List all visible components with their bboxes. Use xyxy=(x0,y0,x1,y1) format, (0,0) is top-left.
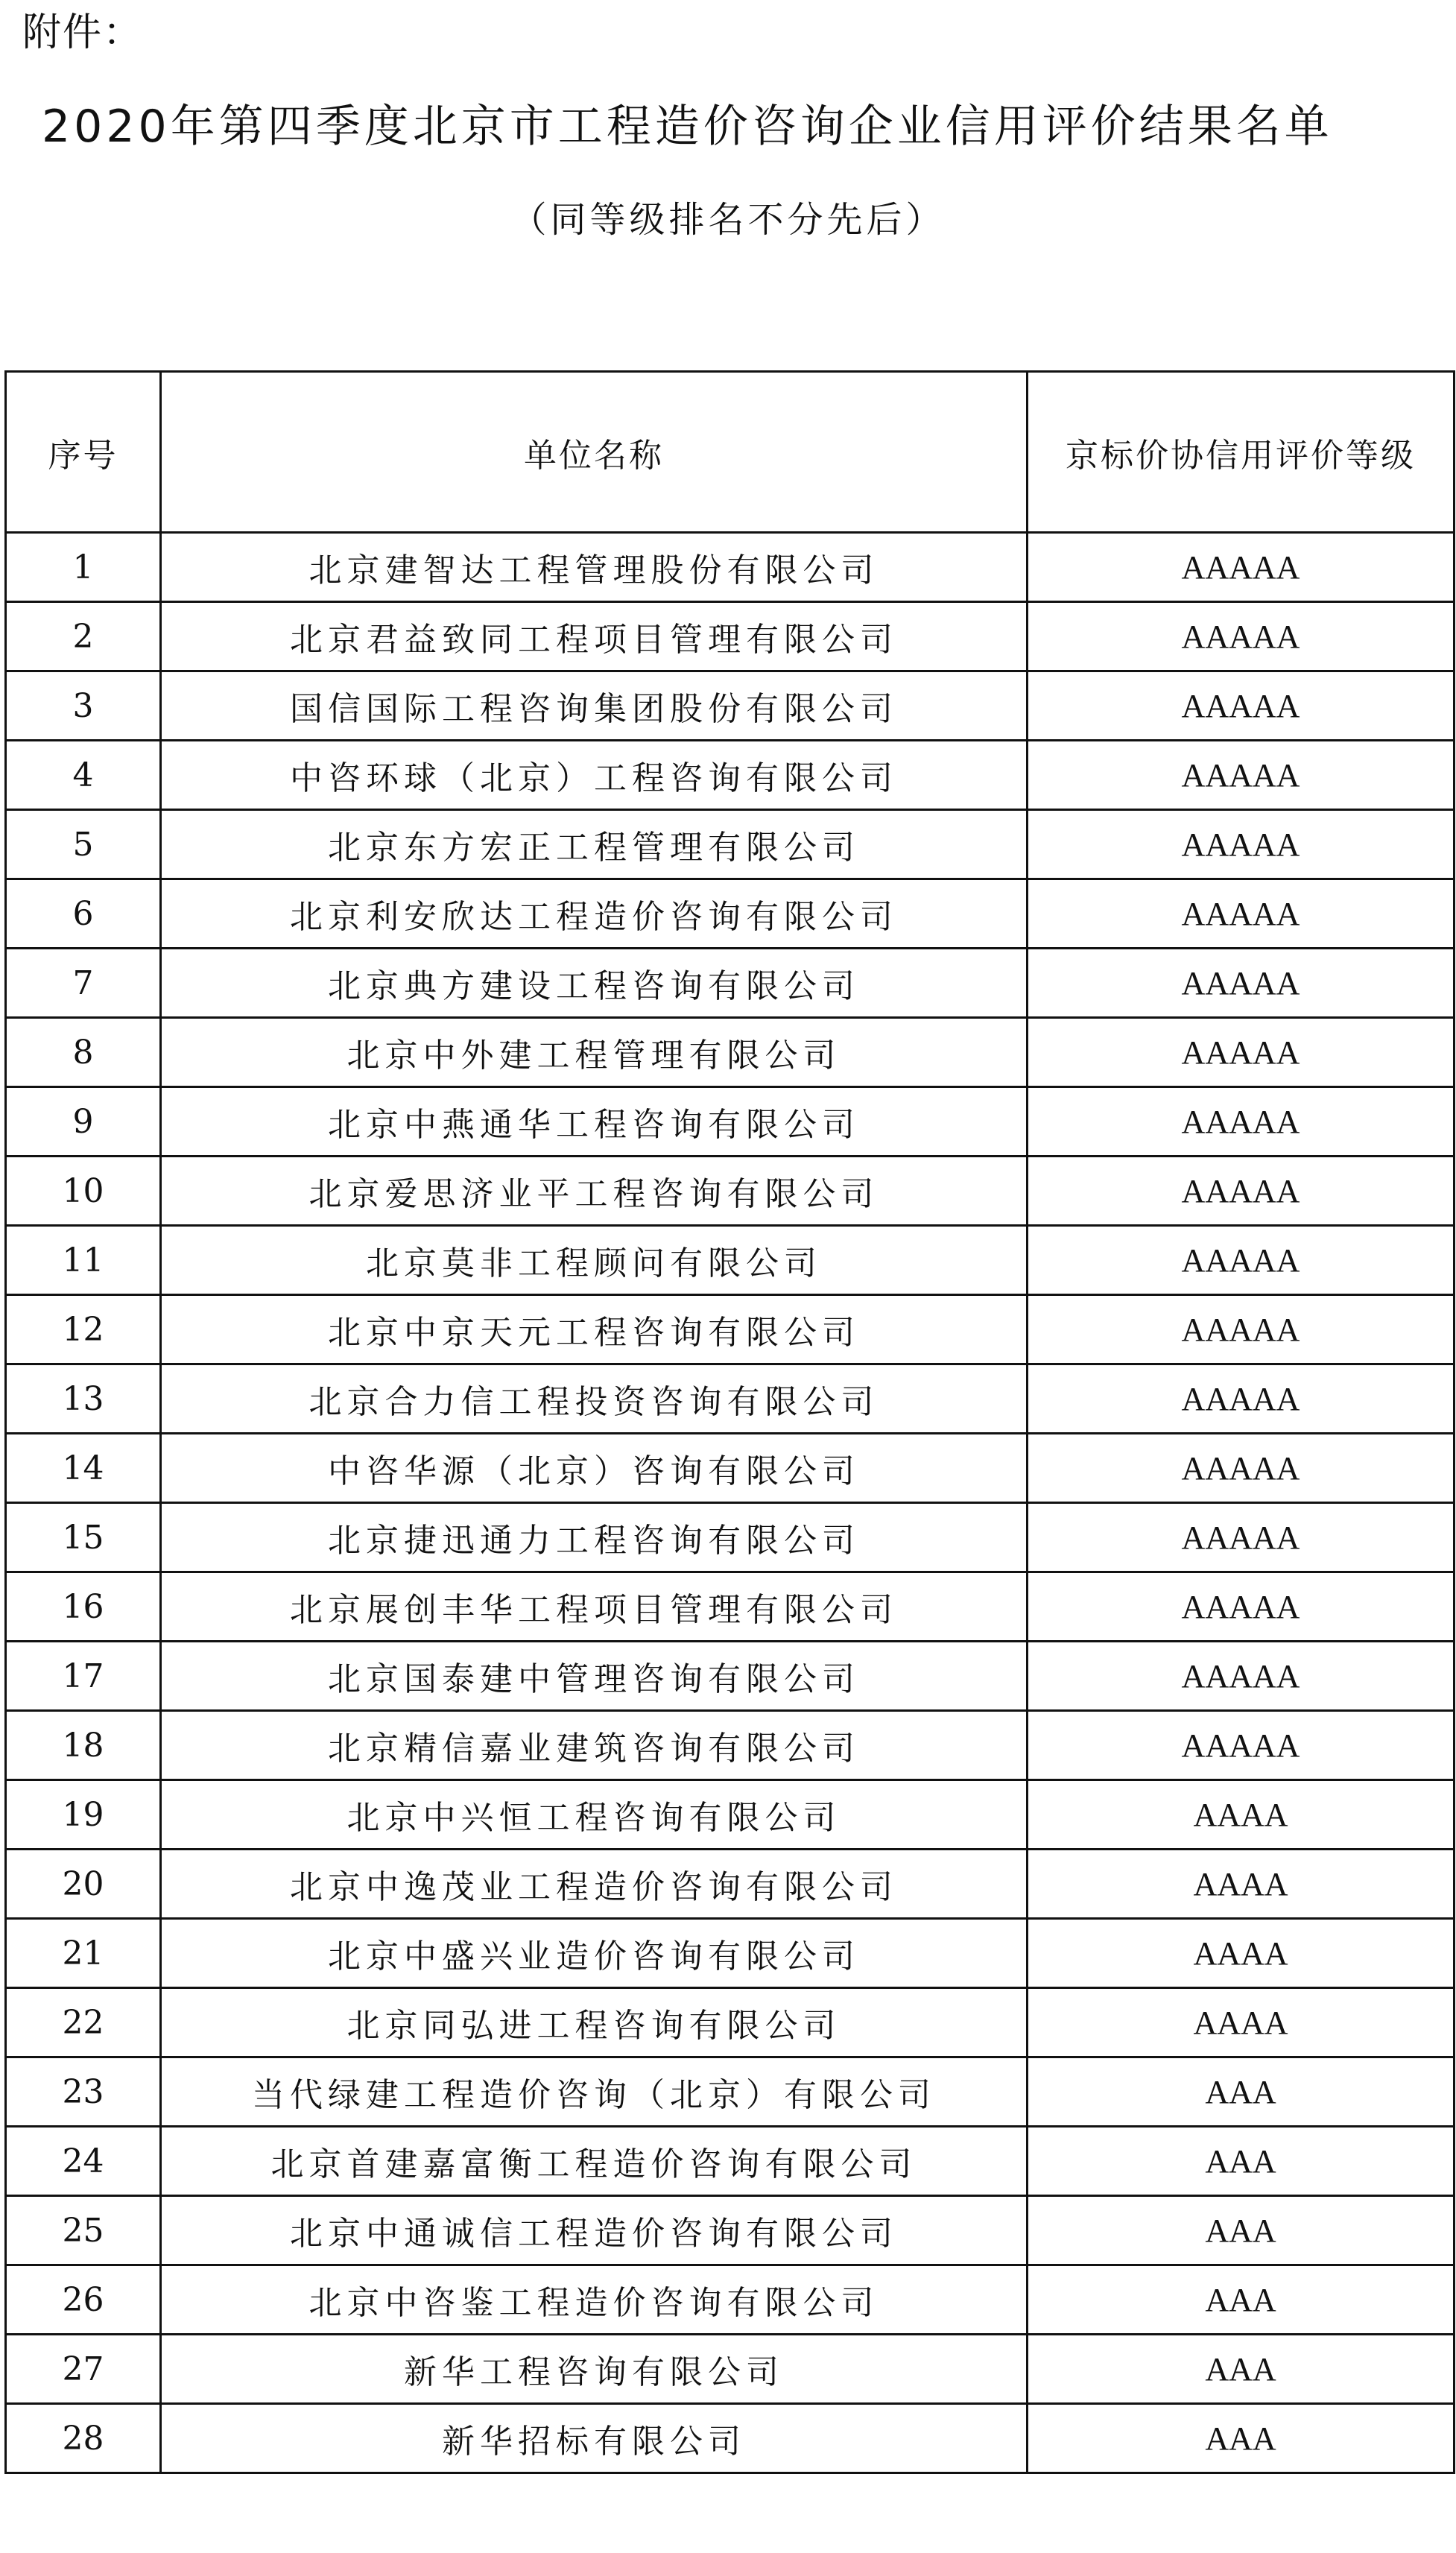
row-index: 12 xyxy=(6,1295,161,1364)
company-name: 北京中京天元工程咨询有限公司 xyxy=(161,1295,1028,1364)
row-index: 24 xyxy=(6,2127,161,2196)
table-row xyxy=(6,1434,1455,1503)
table-row xyxy=(6,2404,1455,2473)
table-row xyxy=(6,1087,1455,1157)
company-name: 中咨环球（北京）工程咨询有限公司 xyxy=(161,741,1028,810)
table-row xyxy=(6,1226,1455,1295)
table-row xyxy=(6,1850,1455,1919)
table-row xyxy=(6,2265,1455,2335)
company-name: 北京中燕通华工程咨询有限公司 xyxy=(161,1087,1028,1157)
credit-grade: AAAAA xyxy=(1028,1226,1455,1295)
row-index: 23 xyxy=(6,2057,161,2127)
table-row xyxy=(6,2335,1455,2404)
row-index: 28 xyxy=(6,2404,161,2473)
table-row xyxy=(6,533,1455,602)
company-name: 北京利安欣达工程造价咨询有限公司 xyxy=(161,879,1028,949)
row-index: 27 xyxy=(6,2335,161,2404)
header-row xyxy=(6,372,1455,533)
credit-grade: AAAAA xyxy=(1028,1642,1455,1711)
table-body xyxy=(6,533,1455,2473)
table-row xyxy=(6,1018,1455,1087)
row-index: 14 xyxy=(6,1434,161,1503)
table-row xyxy=(6,2057,1455,2127)
company-name: 当代绿建工程造价咨询（北京）有限公司 xyxy=(161,2057,1028,2127)
company-name: 北京同弘进工程咨询有限公司 xyxy=(161,1988,1028,2057)
row-index: 10 xyxy=(6,1157,161,1226)
credit-grade: AAAA xyxy=(1028,1988,1455,2057)
company-name: 北京中兴恒工程咨询有限公司 xyxy=(161,1780,1028,1850)
credit-grade: AAAAA xyxy=(1028,1572,1455,1642)
table-row xyxy=(6,949,1455,1018)
row-index: 4 xyxy=(6,741,161,810)
table-row xyxy=(6,810,1455,879)
row-index: 13 xyxy=(6,1364,161,1434)
header-credit-grade: 京标价协信用评价等级 xyxy=(1028,372,1455,533)
company-name: 国信国际工程咨询集团股份有限公司 xyxy=(161,671,1028,741)
credit-grade: AAA xyxy=(1028,2404,1455,2473)
company-name: 北京君益致同工程项目管理有限公司 xyxy=(161,602,1028,671)
table-row xyxy=(6,1157,1455,1226)
company-name: 北京中盛兴业造价咨询有限公司 xyxy=(161,1919,1028,1988)
company-name: 北京国泰建中管理咨询有限公司 xyxy=(161,1642,1028,1711)
company-name: 北京爱思济业平工程咨询有限公司 xyxy=(161,1157,1028,1226)
credit-grade: AAAAA xyxy=(1028,1364,1455,1434)
company-name: 中咨华源（北京）咨询有限公司 xyxy=(161,1434,1028,1503)
row-index: 9 xyxy=(6,1087,161,1157)
company-name: 北京建智达工程管理股份有限公司 xyxy=(161,533,1028,602)
credit-grade: AAAAA xyxy=(1028,879,1455,949)
credit-grade: AAA xyxy=(1028,2265,1455,2335)
credit-grade: AAAAA xyxy=(1028,1018,1455,1087)
row-index: 1 xyxy=(6,533,161,602)
company-name: 北京中通诚信工程造价咨询有限公司 xyxy=(161,2196,1028,2265)
table-row xyxy=(6,1711,1455,1780)
credit-grade: AAAAA xyxy=(1028,1157,1455,1226)
credit-grade: AAAA xyxy=(1028,1919,1455,1988)
table-row xyxy=(6,1780,1455,1850)
credit-grade: AAAA xyxy=(1028,1780,1455,1850)
row-index: 16 xyxy=(6,1572,161,1642)
company-name: 北京东方宏正工程管理有限公司 xyxy=(161,810,1028,879)
document-title: 2020年第四季度北京市工程造价咨询企业信用评价结果名单 xyxy=(42,101,1333,153)
table-row xyxy=(6,1919,1455,1988)
company-name: 北京合力信工程投资咨询有限公司 xyxy=(161,1364,1028,1434)
company-name: 北京捷迅通力工程咨询有限公司 xyxy=(161,1503,1028,1572)
company-name: 新华工程咨询有限公司 xyxy=(161,2335,1028,2404)
credit-grade: AAAAA xyxy=(1028,671,1455,741)
row-index: 11 xyxy=(6,1226,161,1295)
document-subtitle: （同等级排名不分先后） xyxy=(510,199,946,241)
row-index: 26 xyxy=(6,2265,161,2335)
header-company-name: 单位名称 xyxy=(161,372,1028,533)
table-row xyxy=(6,2196,1455,2265)
credit-grade: AAAA xyxy=(1028,1850,1455,1919)
table-row xyxy=(6,879,1455,949)
row-index: 6 xyxy=(6,879,161,949)
table-row xyxy=(6,602,1455,671)
table-row xyxy=(6,741,1455,810)
credit-grade: AAAAA xyxy=(1028,949,1455,1018)
company-name: 北京中逸茂业工程造价咨询有限公司 xyxy=(161,1850,1028,1919)
table-row xyxy=(6,1295,1455,1364)
credit-grade: AAAAA xyxy=(1028,1295,1455,1364)
credit-grade: AAAAA xyxy=(1028,741,1455,810)
company-name: 新华招标有限公司 xyxy=(161,2404,1028,2473)
table-row xyxy=(6,1364,1455,1434)
credit-grade: AAAAA xyxy=(1028,1503,1455,1572)
credit-grade: AAA xyxy=(1028,2057,1455,2127)
row-index: 21 xyxy=(6,1919,161,1988)
row-index: 8 xyxy=(6,1018,161,1087)
attachment-label: 附件： xyxy=(22,10,144,55)
header-index: 序号 xyxy=(6,372,161,533)
rating-table xyxy=(4,370,1455,2474)
row-index: 5 xyxy=(6,810,161,879)
table-row xyxy=(6,1503,1455,1572)
credit-grade: AAA xyxy=(1028,2335,1455,2404)
table-row xyxy=(6,1572,1455,1642)
table-row xyxy=(6,1988,1455,2057)
table-row xyxy=(6,2127,1455,2196)
credit-grade: AAAAA xyxy=(1028,1087,1455,1157)
company-name: 北京典方建设工程咨询有限公司 xyxy=(161,949,1028,1018)
credit-grade: AAAAA xyxy=(1028,1434,1455,1503)
credit-grade: AAAAA xyxy=(1028,533,1455,602)
credit-grade: AAA xyxy=(1028,2127,1455,2196)
row-index: 18 xyxy=(6,1711,161,1780)
credit-grade: AAAAA xyxy=(1028,602,1455,671)
row-index: 19 xyxy=(6,1780,161,1850)
company-name: 北京中咨鉴工程造价咨询有限公司 xyxy=(161,2265,1028,2335)
company-name: 北京首建嘉富衡工程造价咨询有限公司 xyxy=(161,2127,1028,2196)
table-row xyxy=(6,671,1455,741)
credit-grade: AAAAA xyxy=(1028,810,1455,879)
row-index: 17 xyxy=(6,1642,161,1711)
company-name: 北京展创丰华工程项目管理有限公司 xyxy=(161,1572,1028,1642)
row-index: 15 xyxy=(6,1503,161,1572)
credit-grade: AAAAA xyxy=(1028,1711,1455,1780)
row-index: 25 xyxy=(6,2196,161,2265)
company-name: 北京中外建工程管理有限公司 xyxy=(161,1018,1028,1087)
table-header xyxy=(6,372,1455,533)
company-name: 北京莫非工程顾问有限公司 xyxy=(161,1226,1028,1295)
credit-grade: AAA xyxy=(1028,2196,1455,2265)
row-index: 20 xyxy=(6,1850,161,1919)
table-row xyxy=(6,1642,1455,1711)
row-index: 3 xyxy=(6,671,161,741)
row-index: 2 xyxy=(6,602,161,671)
row-index: 7 xyxy=(6,949,161,1018)
row-index: 22 xyxy=(6,1988,161,2057)
company-name: 北京精信嘉业建筑咨询有限公司 xyxy=(161,1711,1028,1780)
